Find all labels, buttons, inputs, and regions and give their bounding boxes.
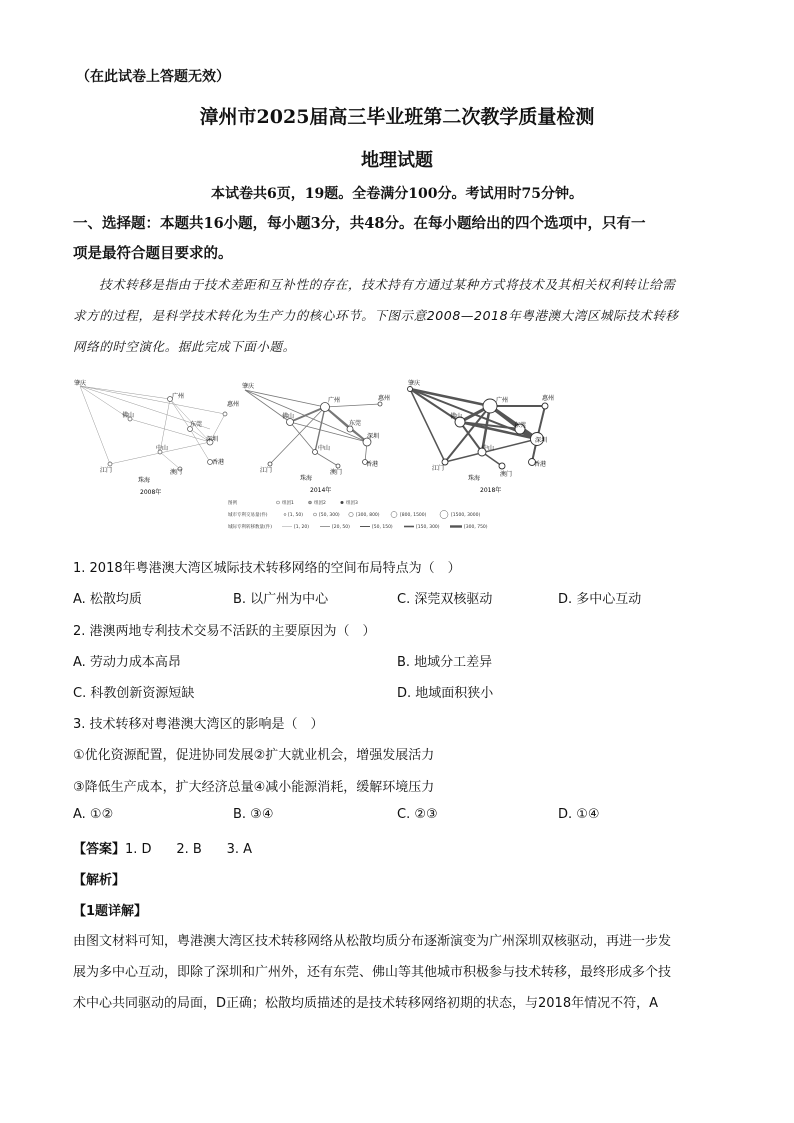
answer-2: 2. B (176, 842, 202, 857)
city-label-zhaoqing-2014: 肇庆 (242, 383, 255, 390)
network-nodes-2008 (108, 397, 227, 472)
question-1-stem: 1. 2018年粤港澳大湾区城际技术转移网络的空间布局特点为（ ） (73, 561, 461, 576)
city-label-shenzhen-2014: 深圳 (367, 433, 380, 440)
answer-line (73, 838, 252, 857)
legend-volume-1: [1, 50) (288, 513, 303, 518)
question-3-statement-line1: ①优化资源配置，促进协同发展②扩大就业机会，增强发展活力 (73, 748, 435, 763)
city-label-xianggang-2018: 香港 (534, 461, 547, 468)
city-label-zhaoqing: 肇庆 (74, 380, 87, 387)
question-1-option-a[interactable]: A. 松散均质 (73, 592, 142, 607)
question-3-option-b[interactable]: B. ③④ (233, 807, 274, 822)
city-label-guangzhou-2018: 广州 (496, 397, 509, 404)
legend-volume-4: [800, 1500) (400, 513, 427, 518)
network-panel-2008 (80, 386, 225, 469)
analysis-line1: 由图文材料可知，粤港澳大湾区技术转移网络从松散均质分布逐渐演变为广州深圳双核驱动，再进一步发 (73, 934, 672, 949)
question-2-stem: 2. 港澳两地专利技术交易不活跃的主要原因为（ ） (73, 624, 376, 639)
section-heading-line1: 一、选择题：本题共16小题，每小题3分，共48分。在每小题给出的四个选项中，只有一 (73, 215, 646, 232)
detail-label-q1: 【1题详解】 (73, 904, 148, 919)
analysis-line2: 展为多中心互动，即除了深圳和广州外，还有东莞、佛山等其他城市积极参与技术转移，最终形成多个技 (73, 965, 672, 980)
legend-transfer-1: [1, 20) (294, 525, 309, 530)
city-label-zhongshan-2014: 中山 (318, 445, 331, 452)
legend-transfer-2: [20, 50) (332, 525, 350, 530)
city-label-aomen: 澳门 (170, 469, 183, 476)
question-2-option-b[interactable]: B. 地域分工差异 (397, 655, 493, 670)
city-label-guangzhou: 广州 (172, 393, 185, 400)
legend-patent-volume-label: 城市专利交易量(件) (228, 513, 268, 518)
passage-line1: 技术转移是指由于技术差距和互补性的存在，技术持有方通过某种方式将技术及其相关权利转让给需 (99, 277, 676, 292)
legend-cluster-1: 组团1 (282, 501, 294, 506)
question-2-option-a[interactable]: A. 劳动力成本高昂 (73, 655, 181, 670)
city-label-jiangmen-2014: 江门 (260, 467, 273, 474)
question-3-stem: 3. 技术转移对粤港澳大湾区的影响是（ ） (73, 717, 324, 732)
exam-title: 漳州市2025届高三毕业班第二次教学质量检测 (199, 106, 595, 128)
year-label-2014: 2014年 (310, 487, 332, 494)
exam-info: 本试卷共6页，19题。全卷满分100分。考试用时75分钟。 (211, 186, 583, 202)
question-3-option-c[interactable]: C. ②③ (397, 807, 438, 822)
legend-transfer-count-label: 城际专利转移数量(件) (228, 525, 273, 530)
city-label-jiangmen-2018: 江门 (432, 465, 445, 472)
legend-transfer-4: [150, 300) (416, 525, 440, 530)
question-1-option-c[interactable]: C. 深莞双核驱动 (397, 592, 493, 607)
city-label-zhuhai-2014: 珠海 (300, 475, 313, 482)
city-label-foshan-2018: 佛山 (450, 413, 463, 420)
city-label-aomen-2014: 澳门 (330, 469, 343, 476)
question-1-option-d[interactable]: D. 多中心互动 (558, 592, 642, 607)
city-label-huizhou-2014: 惠州 (378, 395, 391, 402)
city-label-foshan-2014: 佛山 (282, 413, 295, 420)
question-2-option-d[interactable]: D. 地域面积狭小 (397, 686, 494, 701)
legend-title: 图例 (228, 501, 237, 506)
legend-volume-3: [300, 800) (356, 513, 380, 518)
tech-transfer-network-figure (70, 374, 570, 534)
city-label-aomen-2018: 澳门 (500, 471, 513, 478)
city-label-zhuhai-2018: 珠海 (468, 475, 481, 482)
city-label-zhaoqing-2018: 肇庆 (408, 380, 421, 387)
city-label-huizhou: 惠州 (227, 401, 240, 408)
legend-cluster-2: 组团2 (314, 501, 326, 506)
legend-cluster-3: 组团3 (346, 501, 358, 506)
legend-volume-2: [50, 300) (319, 513, 340, 518)
question-3-option-d[interactable]: D. ①④ (558, 807, 600, 822)
legend-volume-5: [1500, 3000) (451, 513, 481, 518)
analysis-line3: 术中心共同驱动的局面，D正确；松散均质描述的是技术转移网络初期的状态，与2018年情况不符，A (73, 996, 658, 1011)
city-label-dongguan-2018: 东莞 (514, 422, 527, 429)
city-label-shenzhen: 深圳 (206, 436, 219, 443)
city-label-zhuhai: 珠海 (138, 477, 151, 484)
city-label-zhongshan-2018: 中山 (482, 445, 495, 452)
city-label-foshan: 佛山 (122, 412, 135, 419)
legend-transfer-5: [300, 750) (464, 525, 488, 530)
city-label-shenzhen-2018: 深圳 (535, 437, 548, 444)
legend-transfer-3: [50, 150) (372, 525, 393, 530)
answer-1: 1. D (125, 842, 152, 857)
answer-3: 3. A (226, 842, 253, 857)
city-label-dongguan-2014: 东莞 (349, 420, 362, 427)
city-label-dongguan: 东莞 (190, 421, 203, 428)
city-label-guangzhou-2014: 广州 (328, 397, 341, 404)
subject-title: 地理试题 (361, 150, 433, 171)
section-heading-line2: 项是最符合题目要求的。 (73, 245, 233, 262)
analysis-label: 【解析】 (73, 873, 126, 888)
figure-legend (228, 499, 488, 530)
question-1-option-b[interactable]: B. 以广州为中心 (233, 592, 329, 607)
network-panel-2014 (245, 390, 380, 466)
city-label-jiangmen: 江门 (100, 467, 113, 474)
passage-line2: 求方的过程，是科学技术转化为生产力的核心环节。下图示意2008—2018年粤港澳大湾区城际技术转移 (73, 308, 679, 323)
city-label-huizhou-2018: 惠州 (542, 395, 555, 402)
passage-line3: 网络的时空演化。据此完成下面小题。 (73, 339, 296, 354)
city-label-zhongshan: 中山 (156, 445, 169, 452)
year-label-2008: 2008年 (140, 489, 162, 496)
answer-label: 【答案】 (73, 842, 126, 857)
question-3-option-a[interactable]: A. ①② (73, 807, 114, 822)
city-label-xianggang: 香港 (212, 459, 225, 466)
invalid-note: （在此试卷上答题无效） (76, 69, 230, 85)
year-label-2018: 2018年 (480, 487, 502, 494)
question-2-option-c[interactable]: C. 科教创新资源短缺 (73, 686, 195, 701)
question-3-statement-line2: ③降低生产成本，扩大经济总量④减小能源消耗，缓解环境压力 (73, 780, 435, 795)
city-label-xianggang-2014: 香港 (366, 461, 379, 468)
